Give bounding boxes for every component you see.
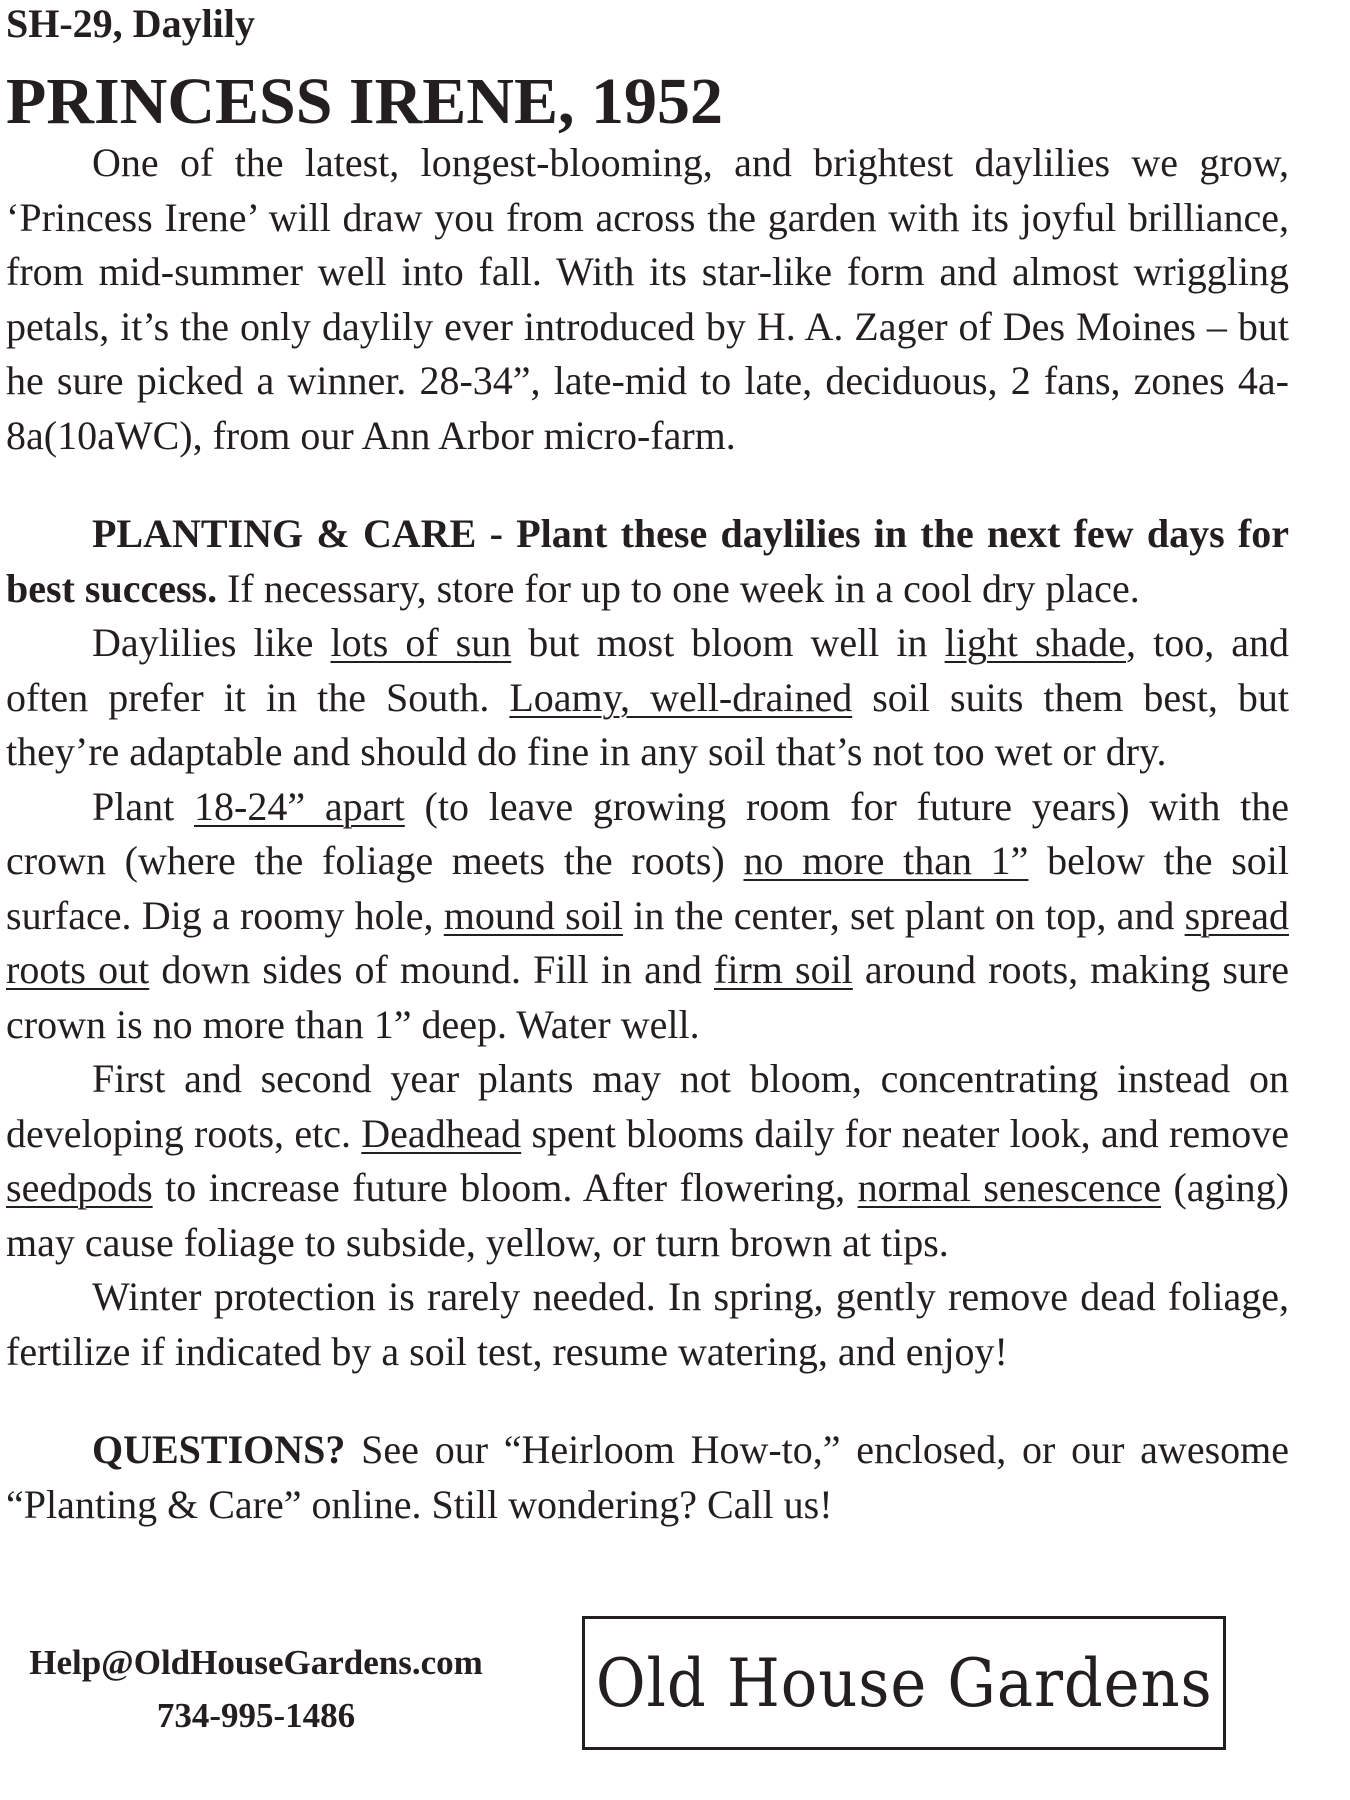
text-run: but most bloom well in bbox=[511, 620, 945, 665]
sun-soil-paragraph bbox=[6, 616, 1289, 780]
text-run: down sides of mound. Fill in and bbox=[149, 947, 715, 992]
emphasis-depth: no more than 1” bbox=[743, 838, 1029, 883]
emphasis-firm: firm soil bbox=[714, 947, 853, 992]
text-run: (to leave growing room for future years) with the crown (where the foliage meets the roots) bbox=[6, 783, 1290, 883]
bloom-paragraph bbox=[6, 1052, 1289, 1270]
winter-paragraph: Winter protection is rarely needed. In spring, gently remove dead foliage, fertilize if indicated by a soil test, resume watering, and enjoy! bbox=[6, 1274, 1289, 1374]
planting-paragraph bbox=[6, 780, 1289, 1053]
emphasis-shade: light shade bbox=[944, 620, 1127, 665]
emphasis-sun: lots of sun bbox=[330, 620, 512, 665]
text-run: to increase future bloom. After flowering, bbox=[152, 1165, 858, 1210]
emphasis-roots: spread roots out bbox=[6, 892, 1290, 992]
text-run: in the center, set plant on top, and bbox=[622, 892, 1185, 938]
planting-care-heading: PLANTING & CARE - Plant these daylilies in the next few days for best success. bbox=[6, 511, 1289, 611]
text-run: First and second year plants may not bloom, concentrating instead on developing roots, etc. bbox=[6, 1056, 1289, 1156]
email-link[interactable]: Help@OldHouseGardens.com bbox=[29, 1643, 483, 1682]
text-run: spent blooms daily for neater look, and remove bbox=[521, 1110, 1289, 1156]
planting-care-intro bbox=[6, 507, 1289, 616]
text-run: (aging) may cause foliage to subside, yellow, or turn brown at tips. bbox=[6, 1165, 1289, 1265]
emphasis-spacing: 18-24” apart bbox=[194, 783, 405, 829]
logo bbox=[582, 1616, 1226, 1750]
text-run: around roots, making sure crown is no more than 1” deep. Water well. bbox=[6, 947, 1289, 1047]
questions-text: See our “Heirloom How-to,” enclosed, or our awesome “Planting & Care” online. Still wondering? Call us! bbox=[6, 1427, 1289, 1527]
emphasis-senescence: normal senescence bbox=[857, 1165, 1161, 1210]
emphasis-mound: mound soil bbox=[443, 892, 623, 938]
text-run: soil suits them best, but they’re adaptable and should do fine in any soil that’s not too wet or dry. bbox=[6, 674, 1289, 774]
body-text bbox=[6, 136, 1289, 1532]
text-run: Plant bbox=[92, 783, 194, 829]
questions-heading: QUESTIONS? bbox=[92, 1427, 346, 1472]
logo-text: Old House Gardens bbox=[595, 1644, 1213, 1722]
text-run: , too, and often prefer it in the South. bbox=[6, 620, 1289, 720]
contact-info bbox=[6, 1636, 506, 1742]
item-code: SH-29, Daylily bbox=[6, 1, 255, 46]
page-title: PRINCESS IRENE, 1952 bbox=[6, 65, 723, 138]
phone-number: 734-995-1486 bbox=[156, 1696, 356, 1735]
questions-paragraph bbox=[6, 1423, 1289, 1532]
emphasis-deadhead: Deadhead bbox=[361, 1110, 522, 1156]
storage-note: If necessary, store for up to one week in a cool dry place. bbox=[217, 565, 1140, 611]
description-paragraph: One of the latest, longest-blooming, and brightest daylilies we grow, ‘Princess Irene’ will draw you from across the garden with its joyful brilliance, from mid-summer well into fall. With its star-like form and almost wriggling petals, it’s the only daylily ever introduced by H. A. Zager of Des Moines – but he sure picked a winner. 28-34”, late-mid to late, deciduous, 2 fans, zones 4a-8a(10aWC), from our Ann Arbor micro-farm. bbox=[6, 140, 1289, 458]
text-run: below the soil surface. Dig a roomy hole, bbox=[6, 838, 1289, 938]
text-run: Daylilies like bbox=[92, 620, 331, 665]
emphasis-soil: Loamy, well-drained bbox=[509, 674, 853, 720]
emphasis-seedpods: seedpods bbox=[6, 1165, 153, 1210]
